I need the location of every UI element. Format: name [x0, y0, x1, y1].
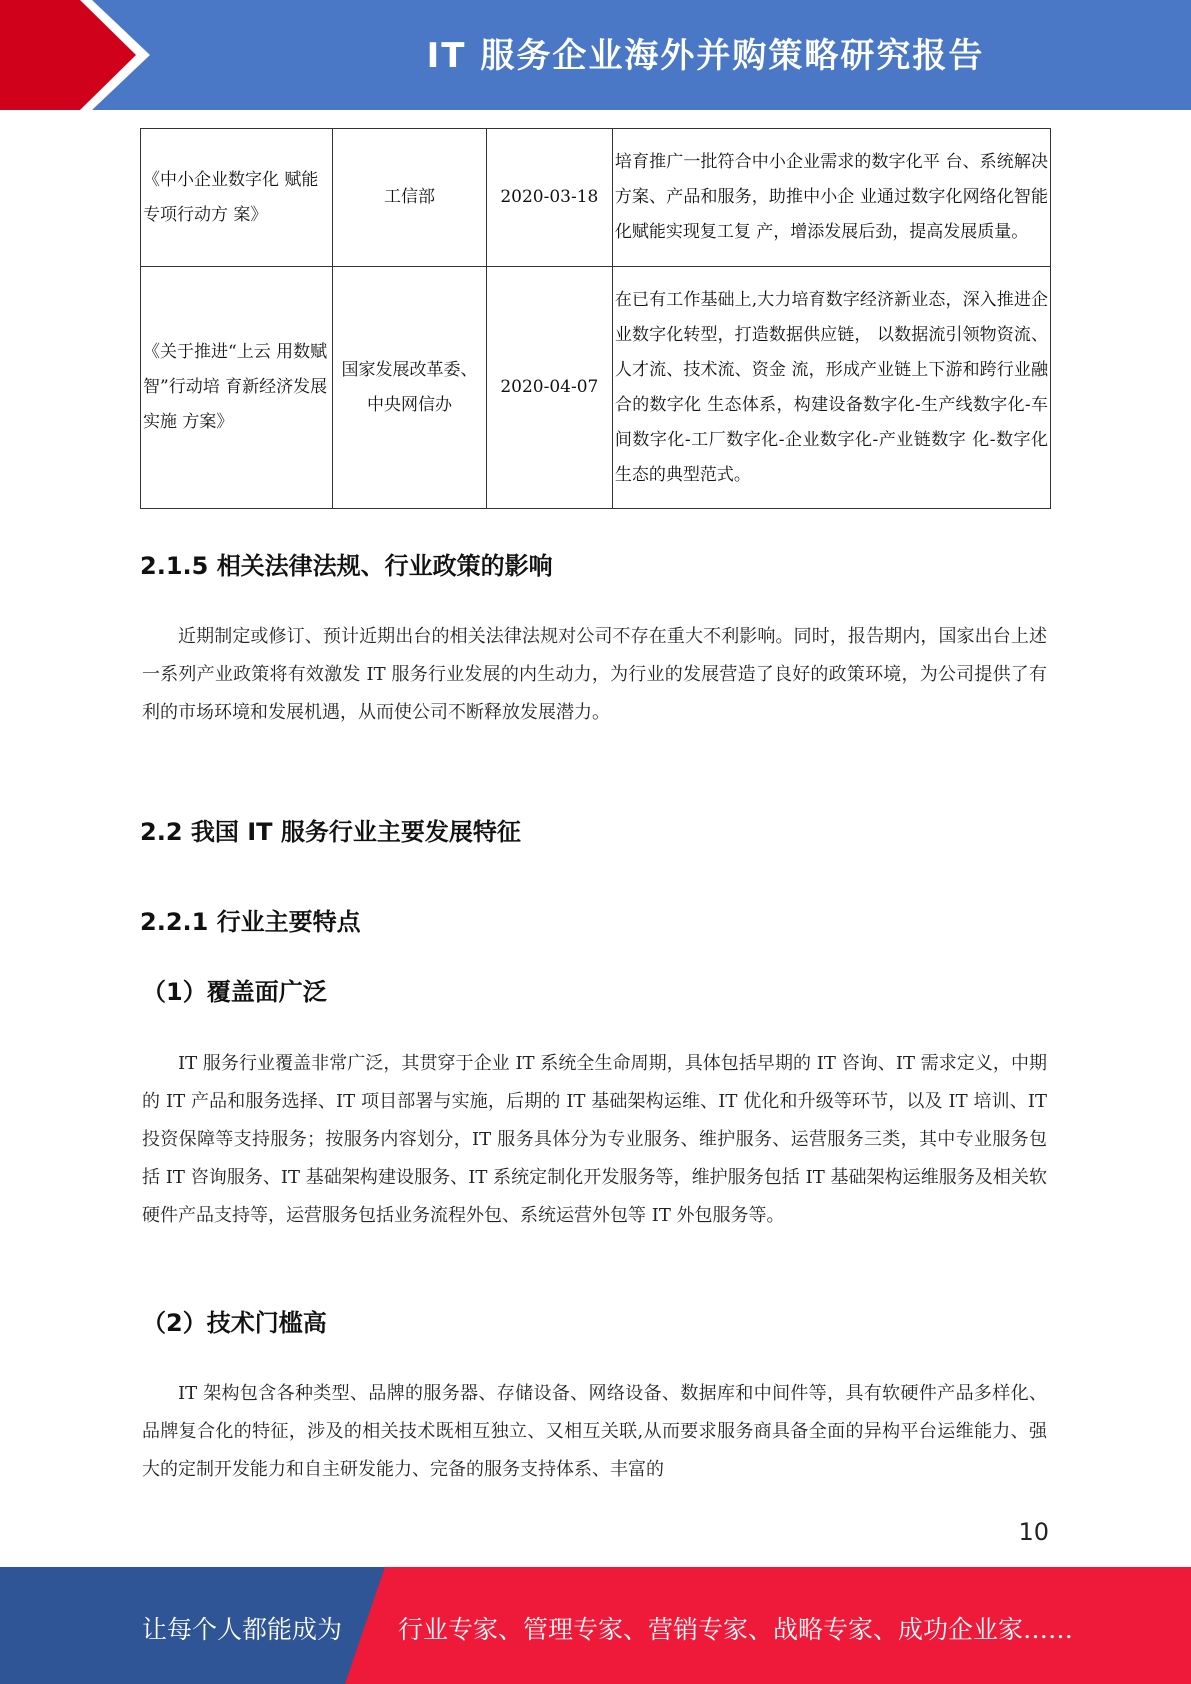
- footer-slogan-left: 让每个人都能成为: [142, 1615, 343, 1644]
- section-heading-2-2-1: 2.2.1 行业主要特点: [140, 908, 361, 936]
- table-row: [141, 267, 1051, 509]
- subheading-tech-barrier: （2）技术门槛高: [142, 1309, 327, 1337]
- description-cell: 培育推广一批符合中小企业需求的数字化平 台、系统解决方案、产品和服务，助推中小企 业通过数字化网络化智能化赋能实现复工复 产，增添发展后劲，提高发展质量。: [612, 129, 1050, 267]
- section-heading-2-2: 2.2 我国 IT 服务行业主要发展特征: [140, 818, 521, 846]
- department-cell: 国家发展改革委、中央网信办: [333, 267, 487, 509]
- policy-table: [140, 128, 1051, 509]
- table-row: [141, 129, 1051, 267]
- section-heading-2-1-5: 2.1.5 相关法律法规、行业政策的影响: [140, 552, 553, 580]
- header-red-chevron: [0, 0, 160, 110]
- section-paragraph-2-1-5: 近期制定或修订、预计近期出台的相关法律法规对公司不存在重大不利影响。同时，报告期内，国家出台上述一系列产业政策将有效激发 IT 服务行业发展的内生动力，为行业的发展营造了良好的政策环境，为公司提供了有利的市场环境和发展机遇，从而使公司不断释放发展潜力。: [142, 626, 1047, 723]
- description-cell: 在已有工作基础上,大力培育数字经济新业态，深入推进企业数字化转型，打造数据供应链， 以数据流引领物资流、人才流、技术流、资金 流，形成产业链上下游和跨行业融合的数字化 生态体系，构建设备数字化-生产线数字化-车 间数字化-工厂数字化-企业数字化-产业链数字 化-数字化生态的典型范式。: [612, 267, 1050, 509]
- subheading-coverage: （1）覆盖面广泛: [142, 978, 327, 1006]
- policy-name-cell: 《关于推进“上云 用数赋智”行动培 育新经济发展实施 方案》: [141, 267, 333, 509]
- date-cell: 2020-04-07: [486, 267, 612, 509]
- footer-slogan-right: 行业专家、管理专家、营销专家、战略专家、成功企业家……: [398, 1615, 1074, 1644]
- paragraph-tech-barrier: IT 架构包含各种类型、品牌的服务器、存储设备、网络设备、数据库和中间件等，具有软硬件产品多样化、品牌复合化的特征，涉及的相关技术既相互独立、又相互关联,从而要求服务商具备全面的异构平台运维能力、强大的定制开发能力和自主研发能力、完备的服务支持体系、丰富的: [142, 1383, 1047, 1480]
- paragraph-coverage: IT 服务行业覆盖非常广泛，其贯穿于企业 IT 系统全生命周期，具体包括早期的 IT 咨询、IT 需求定义，中期的 IT 产品和服务选择、IT 项目部署与实施，后期的 IT 基础架构运维、IT 优化和升级等环节，以及 IT 培训、IT 投资保障等支持服务；按服务内容划分，IT 服务具体分为专业服务、维护服务、运营服务三类，其中专业服务包括 IT 咨询服务、IT 基础架构建设服务、IT 系统定制化开发服务等，维护服务包括 IT 基础架构运维服务及相关软硬件产品支持等，运营服务包括业务流程外包、系统运营外包等 IT 外包服务等。: [142, 1053, 1047, 1226]
- page-number: 10: [1018, 1518, 1049, 1546]
- page-header: [0, 0, 1191, 110]
- department-cell: 工信部: [333, 129, 487, 267]
- policy-name-cell: 《中小企业数字化 赋能专项行动方 案》: [141, 129, 333, 267]
- report-title: IT 服务企业海外并购策略研究报告: [426, 36, 985, 76]
- page-footer: [0, 1567, 1191, 1684]
- date-cell: 2020-03-18: [486, 129, 612, 267]
